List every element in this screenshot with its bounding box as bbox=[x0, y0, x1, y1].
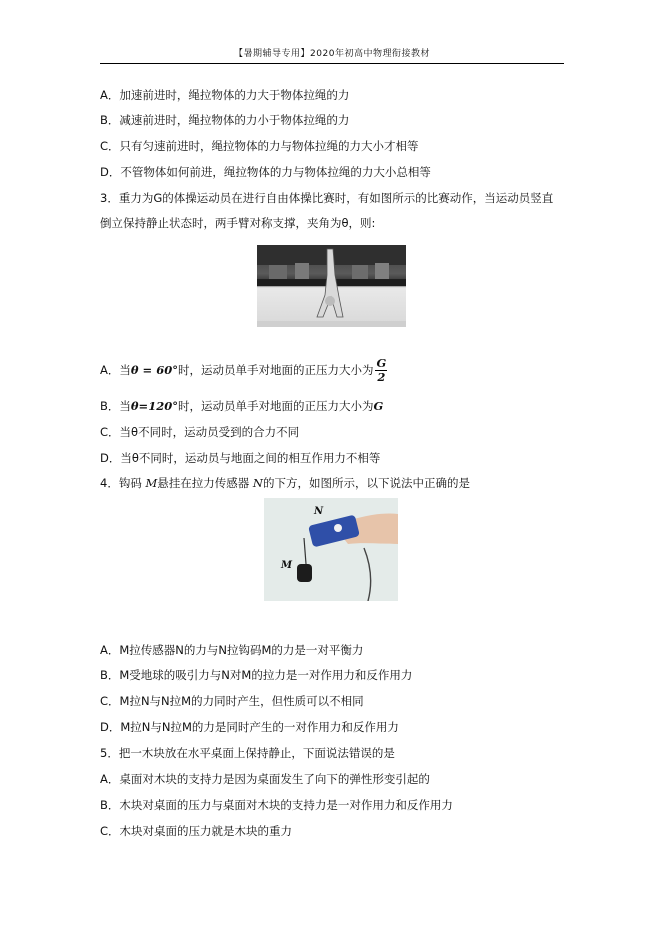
q3-option-a bbox=[100, 357, 387, 384]
q4-option-b: B．M受地球的吸引力与N对M的拉力是一对作用力和反作用力 bbox=[100, 668, 413, 682]
q3-option-d: D．当θ不同时，运动员与地面之间的相互作用力不相等 bbox=[100, 451, 381, 465]
q2-option-a: A．加速前进时，绳拉物体的力大于物体拉绳的力 bbox=[100, 88, 350, 102]
q2-option-b: B．减速前进时，绳拉物体的力小于物体拉绳的力 bbox=[100, 113, 350, 127]
q3-b-prefix: B．当 bbox=[100, 399, 131, 413]
q3-option-c: C．当θ不同时，运动员受到的合力不同 bbox=[100, 425, 300, 439]
q3-stem-line2: 倒立保持静止状态时，两手臂对称支撑，夹角为θ，则: bbox=[100, 216, 376, 230]
q3-a-frac-den: 2 bbox=[377, 370, 386, 384]
q3-a-fraction bbox=[375, 357, 387, 384]
q3-stem-line1: 3．重力为G的体操运动员在进行自由体操比赛时，有如图所示的比赛动作，当运动员竖直 bbox=[100, 191, 554, 205]
gymnast-photo bbox=[257, 245, 406, 327]
q4-stem bbox=[100, 476, 470, 490]
q2-option-c: C．只有匀速前进时，绳拉物体的力与物体拉绳的力大小才相等 bbox=[100, 139, 419, 153]
page-header: 【暑期辅导专用】2020年初高中物理衔接教材 bbox=[100, 46, 564, 64]
q5-stem: 5．把一木块放在水平桌面上保持静止，下面说法错误的是 bbox=[100, 746, 395, 760]
q4-option-d: D．M拉N与N拉M的力是同时产生的一对作用力和反作用力 bbox=[100, 720, 399, 734]
q3-a-text: 时，运动员单手对地面的正压力大小为 bbox=[177, 363, 374, 377]
q4-stem-n: N bbox=[252, 476, 263, 490]
q3-a-frac-num: G bbox=[376, 356, 387, 370]
q2-option-d: D．不管物体如何前进，绳拉物体的力与物体拉绳的力大小总相等 bbox=[100, 165, 431, 179]
q3-b-text: 时，运动员单手对地面的正压力大小为 bbox=[177, 399, 374, 413]
q3-b-formula: θ=120° bbox=[130, 399, 178, 413]
q4-stem-m: M bbox=[145, 476, 158, 490]
q5-option-c: C．木块对桌面的压力就是木块的重力 bbox=[100, 824, 293, 838]
q3-a-formula: θ = 60° bbox=[130, 363, 178, 377]
q4-stem-c: 的下方，如图所示，以下说法中正确的是 bbox=[262, 476, 470, 490]
label-n: N bbox=[314, 506, 324, 517]
q3-a-prefix: A．当 bbox=[100, 363, 131, 377]
q4-stem-a: 4．钩码 bbox=[100, 476, 146, 490]
sensor-photo bbox=[264, 498, 398, 601]
q4-stem-b: 悬挂在拉力传感器 bbox=[157, 476, 253, 490]
q4-option-c: C．M拉N与N拉M的力同时产生，但性质可以不相同 bbox=[100, 694, 364, 708]
q3-b-end: G bbox=[373, 399, 384, 413]
q5-option-b: B．木块对桌面的压力与桌面对木块的支持力是一对作用力和反作用力 bbox=[100, 798, 453, 812]
label-m: M bbox=[281, 560, 293, 571]
q3-option-b bbox=[100, 399, 383, 413]
q5-option-a: A．桌面对木块的支持力是因为桌面发生了向下的弹性形变引起的 bbox=[100, 772, 430, 786]
q4-option-a: A．M拉传感器N的力与N拉钩码M的力是一对平衡力 bbox=[100, 643, 364, 657]
sensor-illustration bbox=[264, 498, 398, 601]
gymnast-illustration bbox=[257, 245, 406, 327]
